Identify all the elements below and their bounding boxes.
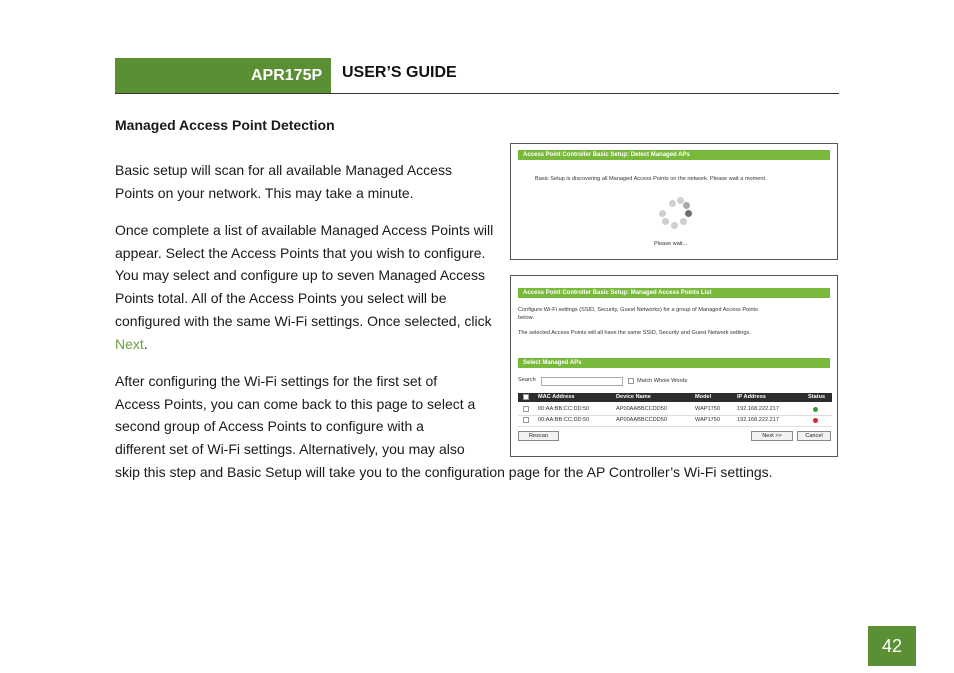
- next-button[interactable]: Next >>: [751, 431, 793, 441]
- screenshot-detect-managed-aps: [510, 143, 838, 260]
- ip-cell: 192.168.222.217: [737, 406, 779, 412]
- model-cell: WAP1750: [695, 417, 720, 423]
- match-whole-words-label: Match Whole Words: [637, 378, 688, 384]
- next-link-text: Next: [115, 335, 144, 352]
- paragraph-line: skip this step and Basic Setup will take you to the configuration page for the AP Controller’s Wi-Fi settings.: [115, 463, 773, 480]
- column-header-model: Model: [695, 394, 712, 400]
- column-header-mac: MAC Address: [538, 394, 575, 400]
- mac-cell: 00:AA:BB:CC:DD:50: [538, 406, 590, 412]
- paragraph-select: [115, 219, 495, 355]
- spinner-dot: [685, 210, 692, 217]
- rescan-button[interactable]: Rescan: [518, 431, 559, 441]
- discovering-message: Basic Setup is discovering all Managed Access Points on the network. Please wait a moment.: [535, 176, 767, 182]
- search-label: Search: [518, 377, 536, 383]
- match-whole-words-checkbox[interactable]: [628, 378, 634, 384]
- spinner-dot: [662, 218, 669, 225]
- header-rule: [115, 93, 839, 94]
- paragraph-line: different set of Wi-Fi settings. Alternatively, you may also: [115, 441, 465, 458]
- table-row[interactable]: [518, 415, 832, 427]
- select-managed-aps-bar: Select Managed APs: [518, 358, 830, 368]
- spinner-dot: [659, 210, 666, 217]
- column-header-device-name: Device Name: [616, 394, 651, 400]
- paragraph-line: second group of Access Points to configure with a: [115, 418, 424, 435]
- configure-description: Configure Wi-Fi settings (SSID, Security, Guest Networks) for a group of Managed Access Points: [518, 307, 758, 313]
- model-cell: WAP1750: [695, 406, 720, 412]
- spinner-dot: [669, 200, 676, 207]
- ip-cell: 192.168.222.217: [737, 417, 779, 423]
- status-offline-icon: [813, 418, 818, 423]
- spinner-dot: [683, 202, 690, 209]
- section-title: Managed Access Point Detection: [115, 117, 335, 133]
- search-input[interactable]: [541, 377, 623, 386]
- paragraph-line: Access Points, you can come back to this page to select a: [115, 395, 476, 412]
- paragraph-scan: Basic setup will scan for all available Managed Access Points on your network. This may take a minute.: [115, 162, 452, 201]
- paragraph-select-end: .: [143, 335, 148, 352]
- row-checkbox[interactable]: [523, 417, 529, 423]
- select-all-checkbox[interactable]: [523, 394, 529, 400]
- row-checkbox[interactable]: [523, 406, 529, 412]
- detect-header-bar: Access Point Controller Basic Setup: Detect Managed APs: [518, 150, 830, 160]
- guide-title: USER’S GUIDE: [342, 64, 457, 81]
- status-online-icon: [813, 407, 818, 412]
- spinner-dot: [680, 218, 687, 225]
- list-header-bar: Access Point Controller Basic Setup: Managed Access Points List: [518, 288, 830, 298]
- table-header: [518, 393, 832, 402]
- column-header-ip: IP Address: [737, 394, 766, 400]
- paragraph-line: After configuring the Wi-Fi settings for the first set of: [115, 373, 438, 389]
- screenshot-managed-aps-list: [510, 275, 838, 457]
- configure-description-cont: below.: [518, 315, 534, 321]
- device-name-cell: AP00AABBCCDD50: [616, 406, 667, 412]
- column-header-status: Status: [808, 394, 826, 400]
- mac-cell: 00:AA:BB:CC:DD:50: [538, 417, 590, 423]
- please-wait-text: Please wait...: [654, 241, 688, 247]
- page-number: 42: [868, 626, 916, 666]
- product-name-banner: APR175P: [115, 58, 331, 93]
- spinner-dot: [671, 222, 678, 229]
- same-settings-note: The selected Access Points will all have the same SSID, Security and Guest Network settings.: [518, 330, 751, 336]
- cancel-button[interactable]: Cancel: [797, 431, 831, 441]
- paragraph-select-text: Once complete a list of available Managed Access Points will appear. Select the Access Points that you wish to configure. You may select and configure up to seven Managed Access Points total. All of the Access Points you select will be configured with the same Wi-Fi settings. Once selected, click: [115, 222, 494, 329]
- device-name-cell: AP00AABBCCDD50: [616, 417, 667, 423]
